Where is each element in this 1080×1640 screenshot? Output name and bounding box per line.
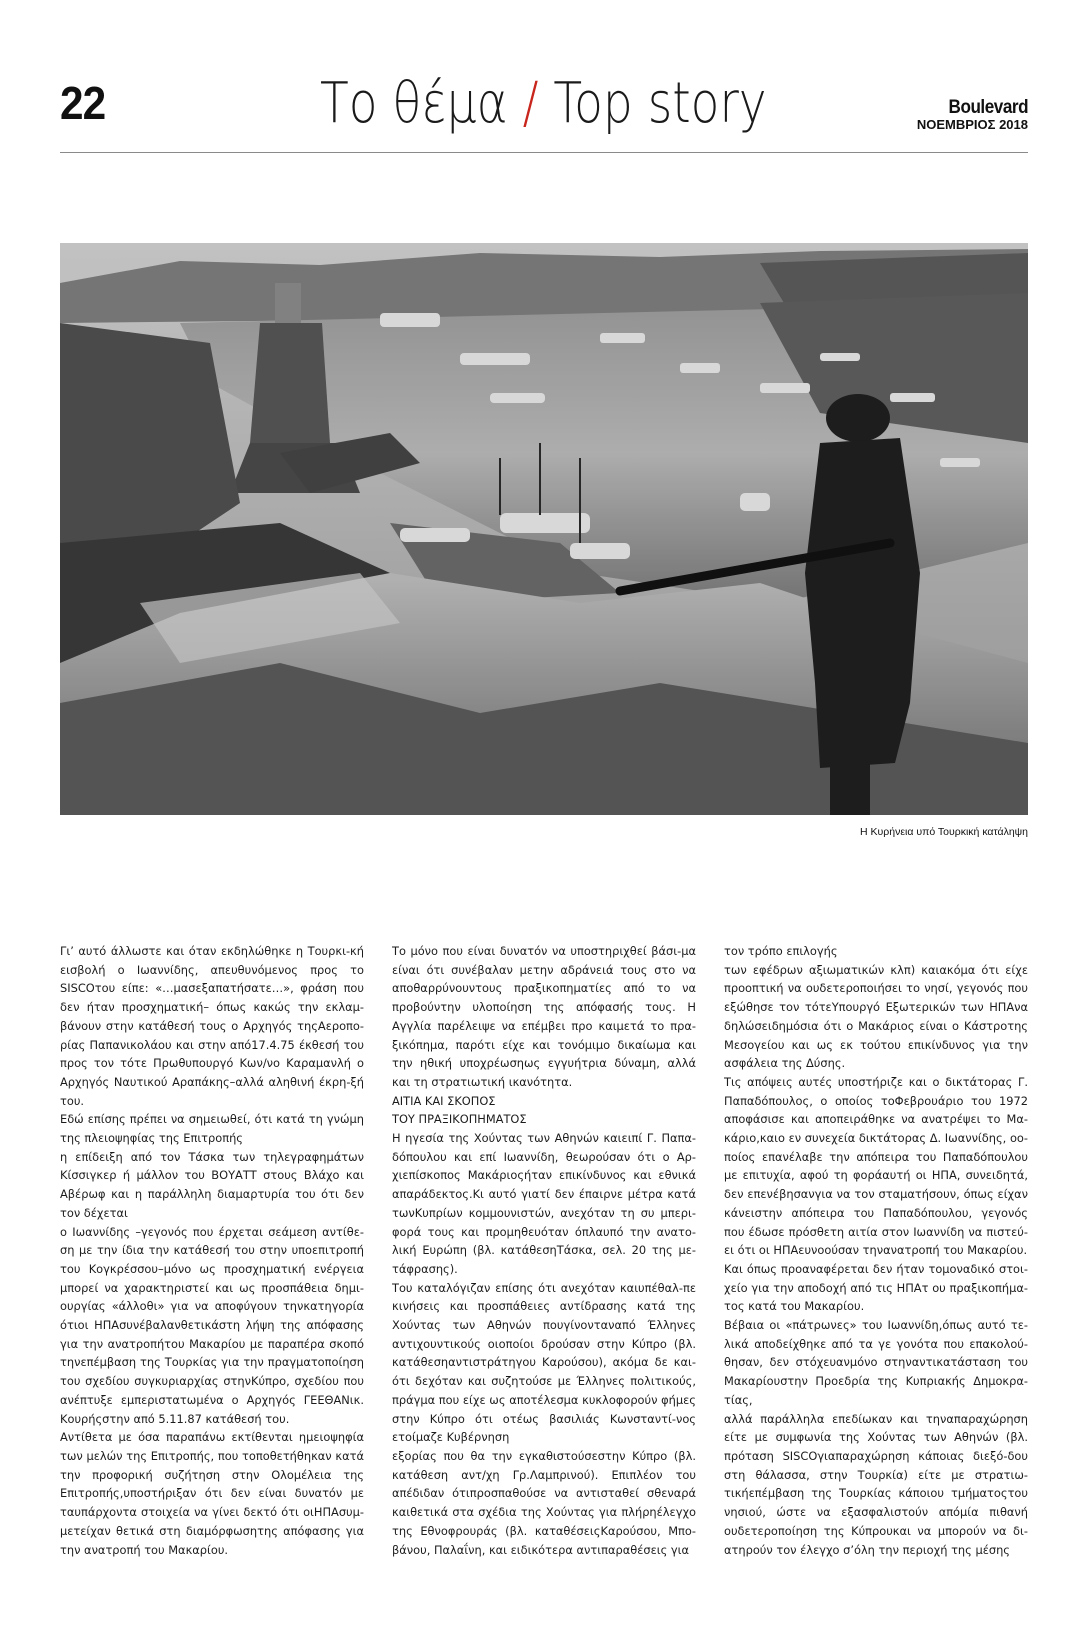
article-column-2: [392, 942, 696, 1622]
paragraph: Αντίθετα με όσα παραπάνω εκτίθενται ημειοψηφία των μελών της Επιτροπής, που τοποθετήθηκαν κατά την προφορική συζήτηση στην Ολομέλεια της Επιτροπής,υποστήριξαν ότι δεν είναι δυνατόν με ταυπάρχοντα στοιχεία να γίνει δεκτό ότι οιΗΠΑσυμ-μετείχαν θετικά στη διαμόρφωσητης απόφασης για την ανατροπή του Μακαρίου.: [60, 1430, 364, 1557]
masthead: [917, 98, 1028, 131]
publication-logo: Boulevard: [948, 97, 1028, 118]
paragraph: η επίδειξη από τον Τάσκα των τηλεγραφημάτων Κίσσιγκερ ή μάλλον του ΒΟΥΑΤΤ στους Βλάχο και Αβέρωφ και η παράλληλη διαμαρτυρία του ότι δεν τον δέχεται: [60, 1149, 364, 1220]
section-title: [320, 71, 767, 136]
page-number: 22: [60, 77, 106, 129]
issue-date: ΝΟΕΜΒΡΙΟΣ 2018: [916, 117, 1028, 132]
section-title-greek: Το θέμα: [320, 71, 508, 136]
paragraph: ο Ιωαννίδης –γεγονός που έρχεται σεάμεση αντίθε-ση με την ίδια την κατάθεσή του στην υποεπιτροπή του Κογκρέσσου–μόνο ως προσχηματική ενέργεια μπορεί να χαρακτηριστεί και ως προσπάθεια δημι-ουργίας «άλλοθι» για να αποφύγουν τηνκατηγορία ότιοι ΗΠΑσυνέβαλανθετικάστη λήψη της απόφασης για την ανατροπήτου Μακαρίου με παραπέρα σκοπό τηνεπέμβαση της Τουρκίας για την πραγματοποίηση του σχεδίου συγκυριαρχίας στηνΚύπρο, σχεδίου που ανέπτυξε εμπεριστατωμένα ο Αρχηγός ΓΕΕΘΑΝικ. Κουρήςστην από 5.11.87 κατάθεσή του.: [60, 1224, 364, 1426]
paragraph: Εδώ επίσης πρέπει να σημειωθεί, ότι κατά τη γνώμη της πλειοψηφίας της Επιτροπής: [60, 1112, 364, 1146]
harbor-photo: [60, 243, 1028, 815]
paragraph: αλλά παράλληλα επεδίωκαν και τηναπαραχώρηση είτε με συμφωνία της Χούντας των Αθηνών (βλ. πρόταση SISCOγιαπαραχώρηση κάποιας διεξό-δου στη θάλασσα, στην Τουρκία) είτε με στρατιω-τικήεπέμβαση της Τουρκίας κάποιου τμήματοςτου νησιού, ώστε να εξασφαλιστούν απόμία πιθανή ουδετεροποίηση της Κύπρουκαι να μπορούν να δι-ατηρούν τον έλεγχο σ’όλη την περιοχή της μέσης: [724, 1411, 1028, 1557]
paragraph: Η ηγεσία της Χούντας των Αθηνών καιειπί Γ. Παπα-δόπουλου και επί Ιωαννίδη, θεωρούσαν ότι ο Αρ-χιεπίσκοπος Μακάριοςήταν επικίνδυνος και εθνικά απαράδεκτος.Κι αυτό γιατί δεν έπαιρνε μέτρα κατά τωνΚυπρίων κομμουνιστών, ανεχόταν τη συ μπερι-φορά τους και προμηθευόταν όπλαυπό την ανατο-λική Ευρώπη (βλ. κατάθεσηΤάσκα, σελ. 20 της με-τάφρασης).: [392, 1131, 696, 1276]
subheading: ΤΟΥ ΠΡΑΞΙΚΟΠΗΜΑΤΟΣ: [392, 1112, 527, 1127]
paragraph: τον τρόπο επιλογής: [724, 944, 838, 958]
article-column-1: [60, 942, 364, 1622]
paragraph: Βέβαια οι «πάτρωνες» του Ιωαννίδη,όπως αυτό τε-λικά αποδείχθηκε από τα γε γονότα που επακολού-θησαν, δεν στόχευανμόνο στηναντικατάσταση του Μακαρίουστην Προεδρία της Κυπριακής Δημοκρα-τίας,: [724, 1318, 1028, 1407]
paragraph: Του καταλόγιζαν επίσης ότι ανεχόταν καιυπέθαλ-πε κινήσεις και προσπάθειες αντίδρασης κατά της Χούντας των Αθηνών πουγίνονταναπό Έλληνες αντιχουντικούς οιοποίοι δρούσαν στην Κύπρο (βλ. κατάθεσηαντιστράτηγου Καρούσου), ακόμα δε και-ότι δεχόταν και συζητούσε με Έλληνες πολιτικούς, πράγμα που είχε ως αποτέλεσμα κυκλοφορούν φήμες στην Κύπρο ότι οτέως βασιλιάς Κωνσταντί-νος ετοίμαζε Κυβέρνηση: [392, 1280, 696, 1445]
article-body: [60, 942, 1028, 1622]
header-divider: [60, 152, 1028, 153]
paragraph: Γι’ αυτό άλλωστε και όταν εκδηλώθηκε η Τουρκι-κή εισβολή ο Ιωαννίδης, απευθυνόμενος προς το SISCOτου είπε: «…μασεξαπατήσατε…», φράση που δεν ήταν προσχηματική– όπως κακώς την εκλαμ-βάνουν στην κατάθεσή τους ο Αρχηγός τηςΑεροπο-ρίας Παπανικολάου και στην από17.4.75 έκθεσή του προς τον τότε Πρωθυπουργό Κων/νο Καραμανλή ο Αρχηγός Ναυτικού Αραπάκης–αλλά αληθινή έκρη-ξή του.: [60, 944, 364, 1108]
section-title-english: Top story: [553, 71, 767, 136]
paragraph: των εφέδρων αξιωματικών κλπ) καιακόμα ότι είχε προοπτική να ουδετεροποιήσει το νησί, γεγονός που εξώθησε τον τότεΥπουργό Εξωτερικών των ΗΠΑνα δηλώσειδημόσια ότι ο Μακάριος είναι ο Κάστροτης Μεσογείου και ως εκ τούτου επικίνδυνος για την ασφάλεια της Δύσης.: [724, 962, 1028, 1071]
paragraph: Το μόνο που είναι δυνατόν να υποστηριχθεί βάσι-μα είναι ότι συνέβαλαν μετην αδράνειά τους στο να αποθαρρύνουντους πραξικοπηματίες από το να προβούντην υλοποίηση της απόφασής τους. Η Αγγλία παρέλειψε να επέμβει προ καιμετά το πρα-ξικόπημα, παρότι είχε και τονόμιμο δικαίωμα και την ηθική υποχρέωσηως εγγυήτρια δύναμη, αλλά και τη στρατιωτική ικανότητα.: [392, 944, 696, 1089]
article-column-3: [724, 942, 1028, 1622]
paragraph: εξορίας που θα την εγκαθιστούσεστην Κύπρο (βλ. κατάθεση αντ/χη Γρ.Λαμπρινού). Επιπλέον του απέδιδαν ότιπροσπαθούσε να αντισταθεί σθεναρά καιθετικά στα σχέδια της Χούντας για πλήρηέλεγχο της Εθνοφρουράς (βλ. καταθέσειςΚαρούσου, Μπο-βάνου, Παλαΐνη, και ειδικότερα αντιπαραθέσεις για: [392, 1448, 696, 1557]
subheading: ΑΙΤΙΑ ΚΑΙ ΣΚΟΠΟΣ: [392, 1093, 496, 1108]
paragraph: Και όπως προαναφέρεται δεν ήταν τομοναδικό στοι-χείο για την αποδοχή από τις ΗΠΑτ ου πραξικοπήμα-τος κατά του Μακαρίου.: [724, 1261, 1028, 1314]
paragraph: Τις απόψεις αυτές υποστήριζε και ο δικτάτορας Γ. Παπαδόπουλος, ο οποίος τοΦεβρουάριο του 1972 αποφάσισε και αποπειράθηκε να ανατρέψει το Μα-κάριο,καιο εν συνεχεία δικτάτορας Δ. Ιωαννίδης, οο-ποίος επανέλαβε την απόπειρα του Παπαδόπουλου με επιτυχία, αφού τη φοράαυτή οι ΗΠΑ, συνειδητά, δεν επενέβησανγια να τον σταματήσουν, όπως είχαν κάνειστην απόπειρα του Παπαδόπουλου, γεγονός που έδωσε πρόσθετη αιτία στον Ιωαννίδη να πιστεύ-ει ότι οι ΗΠΑευνοούσαν τηνανατροπή του Μακαρίου.: [724, 1074, 1028, 1258]
section-title-separator: /: [522, 71, 539, 136]
photo-caption: Η Κυρήνεια υπό Τουρκική κατάληψη: [860, 826, 1028, 838]
